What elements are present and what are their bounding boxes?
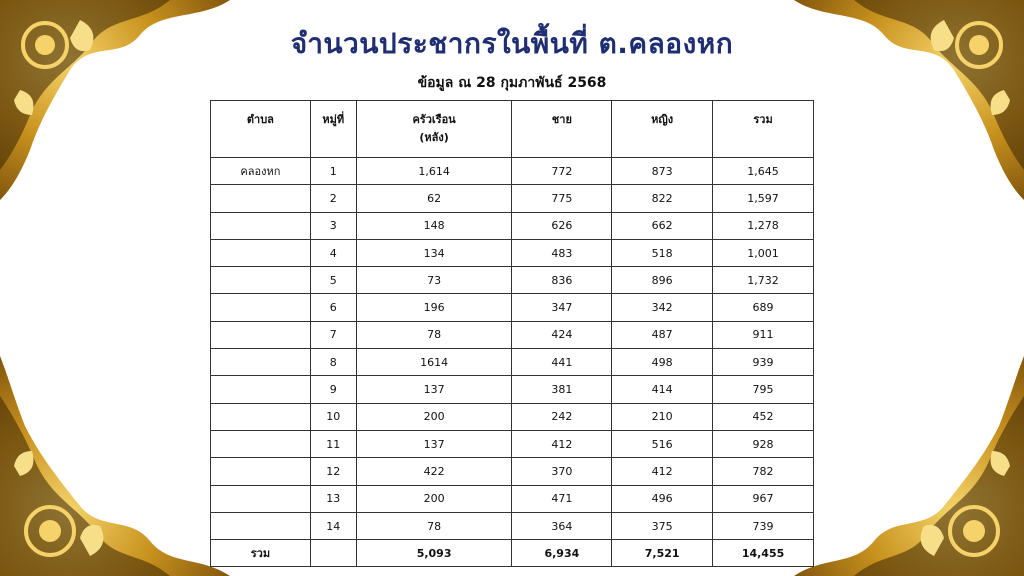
cell-subdistrict bbox=[211, 430, 311, 457]
cell-female: 342 bbox=[612, 294, 713, 321]
cell-male: 370 bbox=[512, 458, 612, 485]
header-moo: หมู่ที่ bbox=[310, 101, 356, 158]
table-row bbox=[211, 212, 814, 239]
cell-subdistrict bbox=[211, 376, 311, 403]
cell-moo: 9 bbox=[310, 376, 356, 403]
cell-male: 347 bbox=[512, 294, 612, 321]
cell-households: 137 bbox=[356, 376, 512, 403]
cell-subdistrict bbox=[211, 185, 311, 212]
cell-moo: 6 bbox=[310, 294, 356, 321]
cell-female: 412 bbox=[612, 458, 713, 485]
total-moo bbox=[310, 540, 356, 567]
header-male: ชาย bbox=[512, 101, 612, 158]
cell-total: 928 bbox=[713, 430, 814, 457]
table-row bbox=[211, 376, 814, 403]
cell-female: 516 bbox=[612, 430, 713, 457]
header-subdistrict: ตำบล bbox=[211, 101, 311, 158]
cell-moo: 8 bbox=[310, 349, 356, 376]
cell-subdistrict: คลองหก bbox=[211, 158, 311, 185]
header-households bbox=[356, 101, 512, 158]
cell-total: 795 bbox=[713, 376, 814, 403]
cell-households: 134 bbox=[356, 239, 512, 266]
cell-male: 626 bbox=[512, 212, 612, 239]
cell-male: 441 bbox=[512, 349, 612, 376]
cell-total: 967 bbox=[713, 485, 814, 512]
table-row bbox=[211, 294, 814, 321]
cell-subdistrict bbox=[211, 403, 311, 430]
cell-total: 689 bbox=[713, 294, 814, 321]
cell-male: 483 bbox=[512, 239, 612, 266]
cell-moo: 5 bbox=[310, 267, 356, 294]
population-table bbox=[210, 100, 814, 567]
cell-total: 939 bbox=[713, 349, 814, 376]
table-header-row bbox=[211, 101, 814, 158]
cell-male: 381 bbox=[512, 376, 612, 403]
cell-subdistrict bbox=[211, 294, 311, 321]
cell-moo: 10 bbox=[310, 403, 356, 430]
cell-female: 873 bbox=[612, 158, 713, 185]
header-total: รวม bbox=[713, 101, 814, 158]
cell-total: 782 bbox=[713, 458, 814, 485]
cell-households: 1,614 bbox=[356, 158, 512, 185]
table-row bbox=[211, 430, 814, 457]
cell-moo: 2 bbox=[310, 185, 356, 212]
cell-moo: 1 bbox=[310, 158, 356, 185]
cell-female: 662 bbox=[612, 212, 713, 239]
cell-households: 196 bbox=[356, 294, 512, 321]
table-total-row bbox=[211, 540, 814, 567]
cell-subdistrict bbox=[211, 458, 311, 485]
table-row bbox=[211, 267, 814, 294]
cell-total: 911 bbox=[713, 321, 814, 348]
cell-male: 772 bbox=[512, 158, 612, 185]
cell-female: 375 bbox=[612, 512, 713, 539]
cell-total: 1,597 bbox=[713, 185, 814, 212]
cell-subdistrict bbox=[211, 321, 311, 348]
cell-male: 364 bbox=[512, 512, 612, 539]
table-row bbox=[211, 349, 814, 376]
cell-households: 1614 bbox=[356, 349, 512, 376]
cell-total: 452 bbox=[713, 403, 814, 430]
page-title: จำนวนประชากรในพื้นที่ ต.คลองหก bbox=[290, 27, 734, 60]
gold-ornament-bottom-right bbox=[794, 356, 1024, 576]
cell-total: 1,645 bbox=[713, 158, 814, 185]
table-row bbox=[211, 185, 814, 212]
cell-total: 1,001 bbox=[713, 239, 814, 266]
cell-male: 424 bbox=[512, 321, 612, 348]
total-population: 14,455 bbox=[713, 540, 814, 567]
cell-moo: 7 bbox=[310, 321, 356, 348]
cell-male: 775 bbox=[512, 185, 612, 212]
cell-households: 73 bbox=[356, 267, 512, 294]
table-row bbox=[211, 512, 814, 539]
cell-female: 414 bbox=[612, 376, 713, 403]
cell-subdistrict bbox=[211, 485, 311, 512]
cell-female: 496 bbox=[612, 485, 713, 512]
cell-male: 412 bbox=[512, 430, 612, 457]
cell-total: 739 bbox=[713, 512, 814, 539]
cell-moo: 4 bbox=[310, 239, 356, 266]
gold-ornament-bottom-left bbox=[0, 356, 230, 576]
table-row bbox=[211, 321, 814, 348]
header-female: หญิง bbox=[612, 101, 713, 158]
cell-female: 896 bbox=[612, 267, 713, 294]
table-row bbox=[211, 403, 814, 430]
cell-male: 242 bbox=[512, 403, 612, 430]
cell-moo: 3 bbox=[310, 212, 356, 239]
cell-female: 487 bbox=[612, 321, 713, 348]
cell-households: 62 bbox=[356, 185, 512, 212]
cell-female: 822 bbox=[612, 185, 713, 212]
total-households: 5,093 bbox=[356, 540, 512, 567]
cell-households: 148 bbox=[356, 212, 512, 239]
header-households-unit: (หลัง) bbox=[419, 131, 449, 144]
cell-female: 210 bbox=[612, 403, 713, 430]
cell-households: 78 bbox=[356, 512, 512, 539]
cell-total: 1,732 bbox=[713, 267, 814, 294]
cell-moo: 14 bbox=[310, 512, 356, 539]
cell-subdistrict bbox=[211, 239, 311, 266]
total-male: 6,934 bbox=[512, 540, 612, 567]
cell-subdistrict bbox=[211, 349, 311, 376]
cell-male: 471 bbox=[512, 485, 612, 512]
cell-subdistrict bbox=[211, 212, 311, 239]
header-households-label: ครัวเรือน bbox=[412, 113, 456, 126]
cell-moo: 12 bbox=[310, 458, 356, 485]
cell-male: 836 bbox=[512, 267, 612, 294]
data-date-subtitle: ข้อมูล ณ 28 กุมภาพันธ์ 2568 bbox=[417, 75, 607, 91]
total-female: 7,521 bbox=[612, 540, 713, 567]
cell-subdistrict bbox=[211, 267, 311, 294]
cell-households: 200 bbox=[356, 403, 512, 430]
cell-total: 1,278 bbox=[713, 212, 814, 239]
cell-subdistrict bbox=[211, 512, 311, 539]
cell-female: 498 bbox=[612, 349, 713, 376]
table-row bbox=[211, 458, 814, 485]
table-row bbox=[211, 485, 814, 512]
cell-moo: 13 bbox=[310, 485, 356, 512]
cell-moo: 11 bbox=[310, 430, 356, 457]
cell-households: 422 bbox=[356, 458, 512, 485]
total-label: รวม bbox=[211, 540, 311, 567]
cell-households: 78 bbox=[356, 321, 512, 348]
cell-households: 200 bbox=[356, 485, 512, 512]
cell-households: 137 bbox=[356, 430, 512, 457]
table-row bbox=[211, 239, 814, 266]
cell-female: 518 bbox=[612, 239, 713, 266]
table-row bbox=[211, 158, 814, 185]
